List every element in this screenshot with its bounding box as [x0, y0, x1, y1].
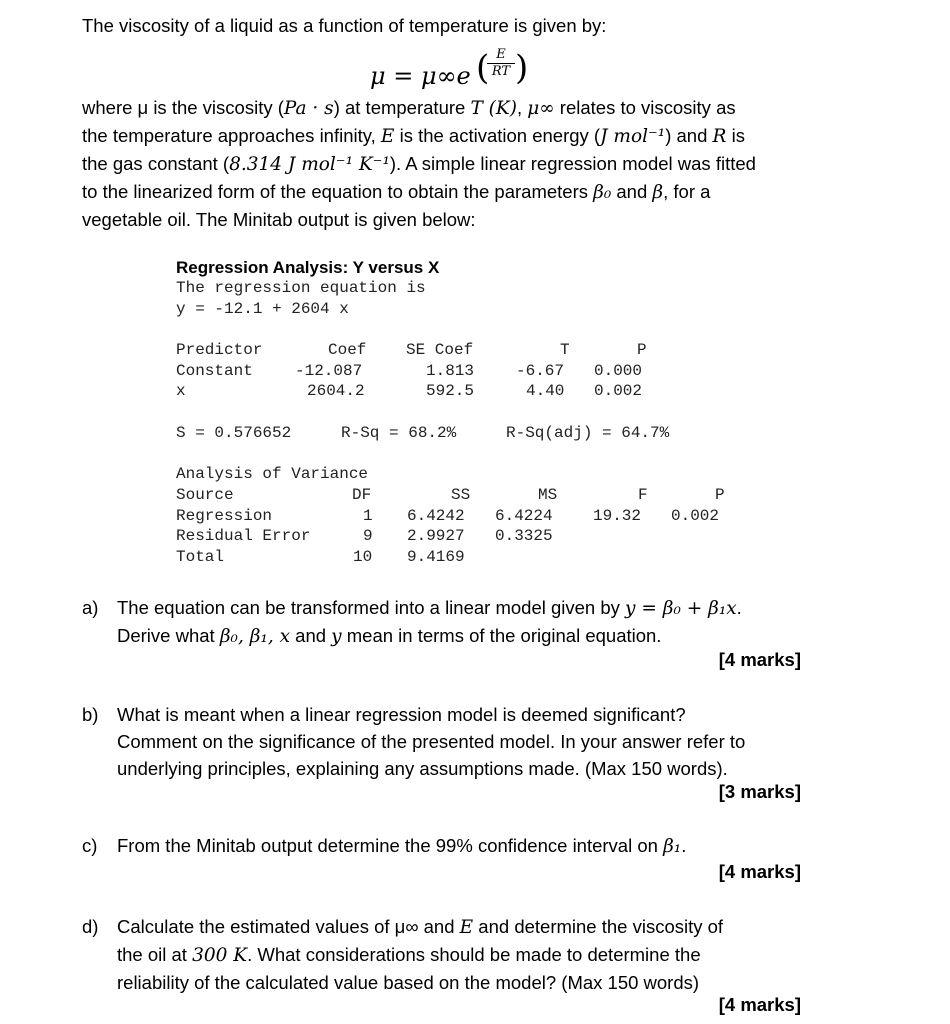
- coef-cell: 0.000: [594, 361, 643, 380]
- text: mean in terms of the original equation.: [341, 625, 662, 646]
- question-line: [117, 941, 802, 969]
- anova-cell: 1: [363, 506, 373, 525]
- anova-row: [176, 526, 776, 547]
- anova-cell: Residual Error: [176, 527, 311, 546]
- anova-header-row: [176, 485, 776, 506]
- text: ) at temperature: [333, 97, 471, 118]
- blank-row: [176, 402, 776, 423]
- question-a: [82, 594, 802, 650]
- text: to the linearized form of the equation to obtain the parameters: [82, 181, 594, 202]
- question-line: reliability of the calculated value based on the model? (Max 150 words): [117, 972, 700, 993]
- text: ). A simple linear regression model was fitted: [389, 153, 756, 174]
- math-terms: β₀, β₁, x: [219, 626, 291, 647]
- coef-header-row: [176, 340, 776, 361]
- coef-cell: x: [176, 382, 186, 401]
- coef-header: Coef: [328, 341, 367, 360]
- definition-line-2: [82, 122, 902, 150]
- text: From the Minitab output determine the 99% confidence interval on: [117, 835, 664, 856]
- text: is: [726, 125, 745, 146]
- rsq-value: R-Sq = 68.2%: [341, 423, 457, 442]
- math-mu-infinity: μ∞: [527, 98, 555, 119]
- text: Derive what: [117, 625, 220, 646]
- text: and determine the viscosity of: [473, 916, 724, 937]
- text: Calculate the estimated values of μ∞ and: [117, 916, 460, 937]
- math-beta: β: [652, 182, 664, 203]
- regression-eq: y = -12.1 + 2604 x: [176, 299, 349, 318]
- anova-header: Source: [176, 485, 234, 504]
- text: where μ is the viscosity (: [82, 97, 284, 118]
- definition-line-3: [82, 150, 902, 178]
- question-line: Comment on the significance of the presented model. In your answer refer to: [117, 731, 746, 752]
- anova-cell: 19.32: [593, 506, 642, 525]
- question-label: d): [82, 916, 99, 937]
- marks-c: [4 marks]: [718, 861, 801, 882]
- text: . What considerations should be made to determine the: [247, 944, 701, 965]
- definition-line-4: [82, 178, 902, 206]
- math-unit: Pa · s: [283, 98, 334, 119]
- text: the oil at: [117, 944, 193, 965]
- coef-cell: 4.40: [526, 382, 565, 401]
- anova-cell: 6.4224: [495, 506, 553, 525]
- question-line: [117, 594, 802, 622]
- coef-row: [176, 361, 776, 382]
- minitab-heading: Regression Analysis: Y versus X: [176, 258, 440, 277]
- anova-cell: 10: [353, 547, 373, 566]
- question-label: b): [82, 704, 99, 725]
- marks-d: [4 marks]: [718, 994, 801, 1015]
- anova-cell: Regression: [176, 506, 273, 525]
- coef-cell: -12.087: [295, 361, 363, 380]
- question-text: [117, 701, 802, 782]
- coef-cell: 592.5: [426, 382, 475, 401]
- question-label: c): [82, 835, 98, 856]
- coef-header: T: [560, 341, 570, 360]
- coef-cell: 1.813: [426, 361, 475, 380]
- math-linear-model: y = β₀ + β₁x: [625, 598, 737, 619]
- equation-open-paren: (: [476, 48, 490, 88]
- question-line: [117, 622, 802, 650]
- question-text: [117, 832, 802, 860]
- question-b: [82, 701, 802, 782]
- anova-cell: 2.9927: [407, 527, 465, 546]
- blank-row: [176, 319, 776, 340]
- anova-cell: 6.4242: [407, 506, 465, 525]
- anova-header: F: [638, 485, 648, 504]
- equation-exponent-fraction: [487, 48, 515, 79]
- equation-numerator: E: [487, 48, 515, 64]
- equation-denominator: RT: [491, 64, 511, 79]
- text: ) and: [665, 125, 713, 146]
- text: the temperature approaches infinity,: [82, 125, 381, 146]
- question-label: a): [82, 597, 99, 618]
- question-text: [117, 913, 802, 996]
- coef-cell: Constant: [176, 361, 253, 380]
- text: , for a: [663, 181, 711, 202]
- question-line: underlying principles, explaining any assumptions made. (Max 150 words).: [117, 758, 728, 779]
- anova-row: [176, 506, 776, 527]
- anova-title: Analysis of Variance: [176, 465, 369, 484]
- question-c: [82, 832, 802, 860]
- definition-paragraph: [82, 94, 902, 233]
- math-temperature: T (K): [470, 98, 517, 119]
- math-temperature: 300 K: [192, 945, 248, 966]
- anova-cell: Total: [176, 547, 225, 566]
- text: .: [681, 835, 687, 856]
- coef-header: Predictor: [176, 341, 263, 360]
- fit-stats-row: [176, 423, 776, 444]
- coef-cell: 0.002: [594, 382, 643, 401]
- math-beta1: β₁: [663, 836, 682, 857]
- math-y: y: [331, 626, 342, 647]
- question-line: What is meant when a linear regression model is deemed significant?: [117, 704, 686, 725]
- anova-header: MS: [538, 485, 558, 504]
- math-gas-constant: 8.314 J mol⁻¹ K⁻¹: [229, 154, 390, 175]
- definition-line-1: [82, 94, 902, 122]
- math-beta0: β₀: [593, 182, 612, 203]
- coef-header: P: [637, 341, 647, 360]
- intro: [82, 12, 882, 39]
- anova-header: SS: [451, 485, 471, 504]
- anova-cell: 9.4169: [407, 547, 465, 566]
- anova-row: [176, 547, 776, 568]
- text: is the activation energy (: [394, 125, 601, 146]
- question-line: [117, 913, 802, 941]
- text: relates to viscosity as: [554, 97, 736, 118]
- regression-eq-label: The regression equation is: [176, 279, 426, 297]
- anova-cell: 0.3325: [495, 527, 553, 546]
- blank-row: [176, 444, 776, 465]
- text: ,: [516, 97, 528, 118]
- text: .: [736, 597, 742, 618]
- s-value: S = 0.576652: [176, 423, 292, 442]
- text: The equation can be transformed into a linear model given by: [117, 597, 626, 618]
- definition-line-5: vegetable oil. The Minitab output is given below:: [82, 209, 476, 230]
- coef-cell: -6.67: [516, 361, 565, 380]
- question-text: [117, 594, 802, 650]
- math-r: R: [712, 126, 727, 147]
- equation-lhs: μ = μ∞e: [370, 62, 471, 90]
- question-d: [82, 913, 802, 996]
- coef-row: [176, 381, 776, 402]
- coef-header: SE Coef: [406, 341, 474, 360]
- intro-line: The viscosity of a liquid as a function of temperature is given by:: [82, 15, 607, 36]
- question-line: [117, 832, 802, 860]
- marks-a: [4 marks]: [718, 649, 801, 670]
- anova-header: DF: [352, 485, 372, 504]
- anova-cell: 9: [363, 527, 373, 546]
- marks-b: [3 marks]: [718, 781, 801, 802]
- minitab-output: [176, 257, 776, 568]
- math-e: E: [380, 126, 395, 147]
- coef-cell: 2604.2: [307, 382, 365, 401]
- equation-close-paren: ): [515, 48, 529, 88]
- anova-header: P: [715, 485, 725, 504]
- rsq-adj-value: R-Sq(adj) = 64.7%: [506, 423, 670, 442]
- text: the gas constant (: [82, 153, 230, 174]
- anova-cell: 0.002: [671, 506, 720, 525]
- text: and: [611, 181, 653, 202]
- math-e: E: [459, 917, 474, 938]
- text: and: [290, 625, 332, 646]
- math-unit: J mol⁻¹: [600, 126, 666, 147]
